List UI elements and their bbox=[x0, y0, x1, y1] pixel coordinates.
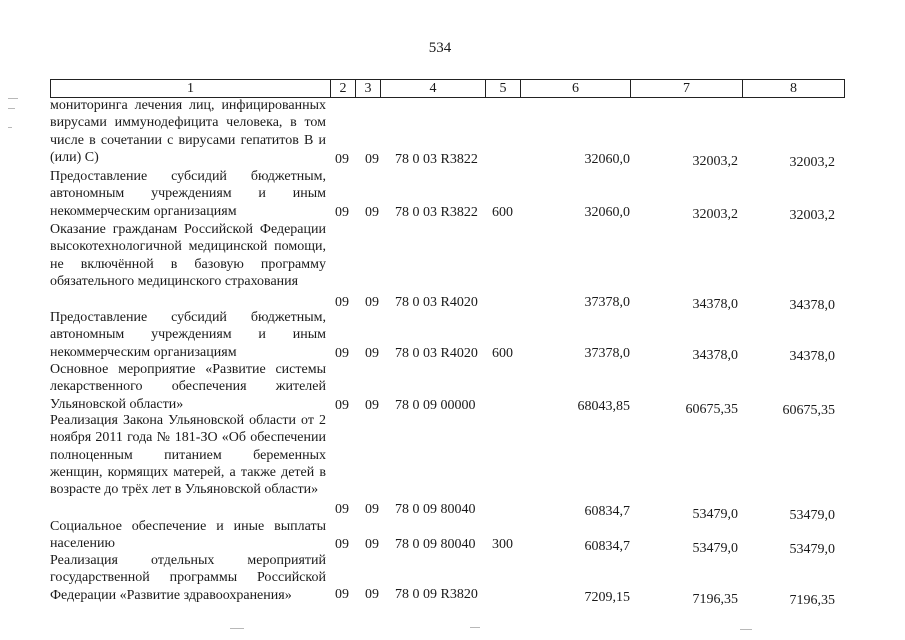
row-amount-col6: 37378,0 bbox=[584, 295, 630, 310]
column-header-table bbox=[50, 79, 845, 98]
row-amount-col6: 7209,15 bbox=[584, 590, 630, 605]
row-subsection-code: 09 bbox=[365, 537, 379, 552]
row-amount-col6: 60834,7 bbox=[584, 504, 630, 519]
row-amount-col7: 34378,0 bbox=[692, 348, 738, 363]
scan-speck bbox=[740, 629, 752, 630]
column-header-8: 8 bbox=[743, 80, 845, 98]
row-section-code: 09 bbox=[335, 152, 349, 167]
scan-speck bbox=[470, 627, 480, 628]
row-amount-col7: 53479,0 bbox=[692, 541, 738, 556]
row-amount-col7: 53479,0 bbox=[692, 507, 738, 522]
row-target-code: 78 0 09 R3820 bbox=[395, 587, 478, 602]
row-amount-col7: 34378,0 bbox=[692, 297, 738, 312]
row-subsection-code: 09 bbox=[365, 346, 379, 361]
row-subsection-code: 09 bbox=[365, 205, 379, 220]
row-amount-col8: 53479,0 bbox=[789, 542, 835, 557]
column-header-4: 4 bbox=[381, 80, 486, 98]
row-description: Оказание гражданам Российской Федерации высокотехнологичной медицинской помощи, не включённой в базовую программу обязательного медицинского страхования bbox=[50, 222, 326, 289]
row-section-code: 09 bbox=[335, 587, 349, 602]
row-description: Реализация отдельных мероприятий государственной программы Российской Федерации «Развитие здравоохранения» bbox=[50, 553, 326, 603]
page-number: 534 bbox=[428, 40, 452, 56]
row-description: Социальное обеспечение и иные выплаты населению bbox=[50, 519, 326, 552]
row-amount-col7: 7196,35 bbox=[692, 592, 738, 607]
row-target-code: 78 0 09 00000 bbox=[395, 398, 476, 413]
row-expense-type: 300 bbox=[492, 537, 513, 552]
scan-speck bbox=[230, 628, 244, 629]
row-target-code: 78 0 03 R4020 bbox=[395, 346, 478, 361]
row-section-code: 09 bbox=[335, 398, 349, 413]
row-amount-col8: 34378,0 bbox=[789, 349, 835, 364]
scan-speck bbox=[8, 108, 15, 109]
row-amount-col8: 32003,2 bbox=[789, 155, 835, 170]
row-description: мониторинга лечения лиц, инфицированных вирусами иммунодефицита человека, в том числе в сочетании с вирусами гепатитов B и (или) C) bbox=[50, 98, 326, 165]
row-target-code: 78 0 09 80040 bbox=[395, 537, 476, 552]
column-header-7: 7 bbox=[631, 80, 743, 98]
row-amount-col6: 32060,0 bbox=[584, 205, 630, 220]
row-target-code: 78 0 03 R3822 bbox=[395, 205, 478, 220]
row-amount-col8: 32003,2 bbox=[789, 208, 835, 223]
row-amount-col8: 34378,0 bbox=[789, 298, 835, 313]
row-description: Реализация Закона Ульяновской области от 2 ноября 2011 года № 181-ЗО «Об обеспечении полноценным питанием беременных женщин, кормящих матерей, а также детей в возрасте до трёх лет в Ульяновской области» bbox=[50, 413, 326, 498]
row-amount-col6: 32060,0 bbox=[584, 152, 630, 167]
row-description: Основное мероприятие «Развитие системы лекарственного обеспечения жителей Ульяновской области» bbox=[50, 362, 326, 412]
row-subsection-code: 09 bbox=[365, 295, 379, 310]
row-target-code: 78 0 03 R3822 bbox=[395, 152, 478, 167]
row-section-code: 09 bbox=[335, 537, 349, 552]
row-target-code: 78 0 03 R4020 bbox=[395, 295, 478, 310]
scan-speck bbox=[8, 127, 12, 128]
row-subsection-code: 09 bbox=[365, 587, 379, 602]
row-expense-type: 600 bbox=[492, 346, 513, 361]
row-expense-type: 600 bbox=[492, 205, 513, 220]
row-subsection-code: 09 bbox=[365, 502, 379, 517]
column-header-1: 1 bbox=[51, 80, 331, 98]
row-amount-col8: 53479,0 bbox=[789, 508, 835, 523]
row-amount-col6: 60834,7 bbox=[584, 539, 630, 554]
row-section-code: 09 bbox=[335, 295, 349, 310]
row-description: Предоставление субсидий бюджетным, автономным учреждениям и иным некоммерческим организациям bbox=[50, 310, 326, 360]
row-amount-col7: 32003,2 bbox=[692, 154, 738, 169]
row-subsection-code: 09 bbox=[365, 152, 379, 167]
row-target-code: 78 0 09 80040 bbox=[395, 502, 476, 517]
scan-speck bbox=[8, 98, 18, 99]
row-amount-col8: 7196,35 bbox=[789, 593, 835, 608]
column-header-5: 5 bbox=[486, 80, 521, 98]
row-amount-col8: 60675,35 bbox=[782, 403, 835, 418]
row-amount-col7: 32003,2 bbox=[692, 207, 738, 222]
column-header-2: 2 bbox=[331, 80, 356, 98]
row-subsection-code: 09 bbox=[365, 398, 379, 413]
row-amount-col6: 68043,85 bbox=[577, 399, 630, 414]
row-section-code: 09 bbox=[335, 205, 349, 220]
column-header-3: 3 bbox=[356, 80, 381, 98]
row-section-code: 09 bbox=[335, 502, 349, 517]
row-amount-col7: 60675,35 bbox=[685, 402, 738, 417]
column-header-6: 6 bbox=[521, 80, 631, 98]
row-amount-col6: 37378,0 bbox=[584, 346, 630, 361]
row-description: Предоставление субсидий бюджетным, автономным учреждениям и иным некоммерческим организациям bbox=[50, 169, 326, 219]
row-section-code: 09 bbox=[335, 346, 349, 361]
